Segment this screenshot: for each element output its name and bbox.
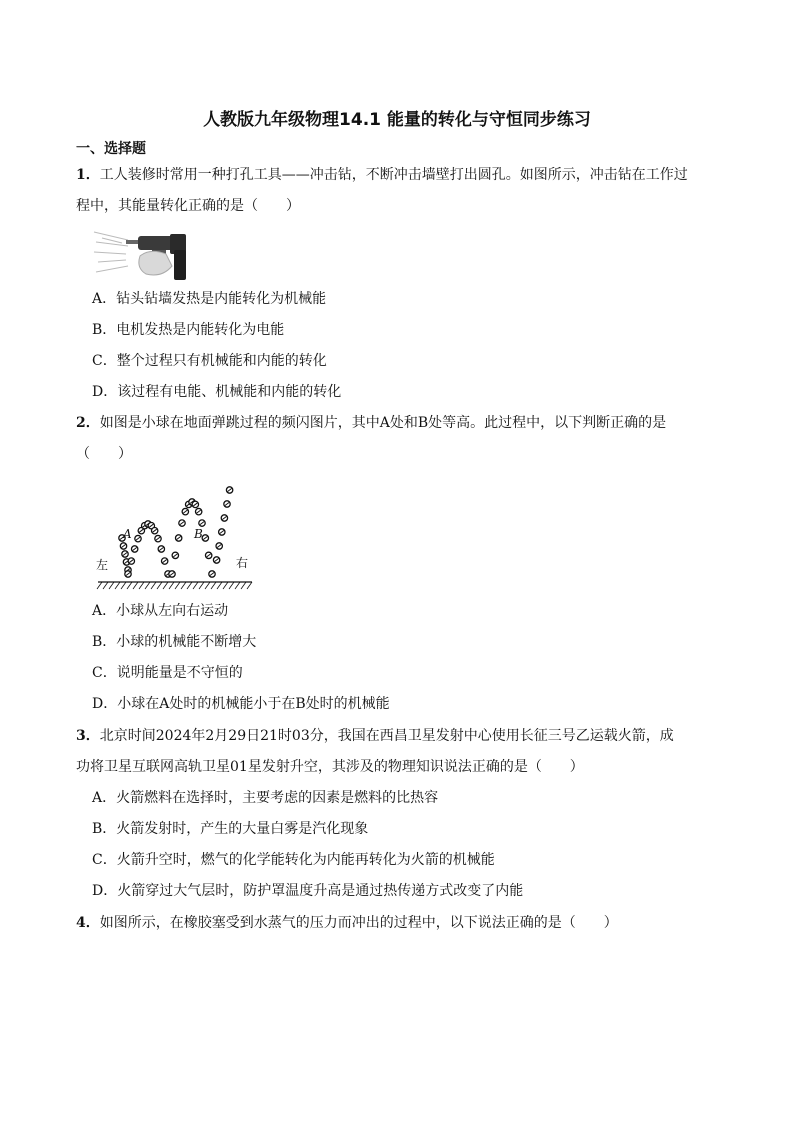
point-b-label: B xyxy=(194,527,203,541)
question-3-text-2: 功将卫星互联网高轨卫星01星发射升空，其涉及的物理知识说法正确的是（ ） xyxy=(76,759,584,775)
question-3-option-b: B．火箭发射时，产生的大量白雾是汽化现象 xyxy=(92,821,369,837)
motion-lines xyxy=(94,232,128,272)
question-2-line-1 xyxy=(76,414,666,432)
question-2-text-2: （ ） xyxy=(76,446,132,462)
question-3-option-a: A．火箭燃料在选择时，主要考虑的因素是燃料的比热容 xyxy=(92,790,439,806)
question-1-option-d: D．该过程有电能、机械能和内能的转化 xyxy=(92,384,342,400)
question-1-option-c: C．整个过程只有机械能和内能的转化 xyxy=(92,353,327,369)
question-3-text-1: 北京时间2024年2月29日21时03分，我国在西昌卫星发射中心使用长征三号乙运载火箭，成 xyxy=(99,728,674,744)
page-title: 人教版九年级物理14.1 能量的转化与守恒同步练习 xyxy=(203,110,591,130)
question-1-option-a: A．钻头钻墙发热是内能转化为机械能 xyxy=(92,291,327,307)
ground-hatching xyxy=(97,582,252,589)
question-2-option-c: C．说明能量是不守恒的 xyxy=(92,665,243,681)
right-label: 右 xyxy=(236,556,249,570)
section-heading: 一、选择题 xyxy=(76,141,146,157)
question-2-option-a: A．小球从左向右运动 xyxy=(92,603,229,619)
question-3-option-d: D．火箭穿过大气层时，防护罩温度升高是通过热传递方式改变了内能 xyxy=(92,883,524,899)
question-2-number: 2． xyxy=(76,415,100,431)
point-a-label: A xyxy=(123,527,132,541)
question-1-text-1: 工人装修时常用一种打孔工具——冲击钻，不断冲击墙壁打出圆孔。如图所示，冲击钻在工作过 xyxy=(99,167,688,183)
question-1-line-1 xyxy=(76,166,688,184)
question-3-line-1 xyxy=(76,727,674,745)
question-4-line-1 xyxy=(76,914,618,932)
question-3-number: 3． xyxy=(76,728,100,744)
impact-drill-image xyxy=(92,226,196,284)
question-1-number: 1． xyxy=(76,167,100,183)
question-4-text-1: 如图所示，在橡胶塞受到水蒸气的压力而冲出的过程中，以下说法正确的是（ ） xyxy=(99,915,618,931)
ball-trajectory xyxy=(119,487,233,577)
question-4-number: 4． xyxy=(76,915,100,931)
question-1-text-2: 程中，其能量转化正确的是（ ） xyxy=(76,198,300,214)
question-3-option-c: C．火箭升空时，燃气的化学能转化为内能再转化为火箭的机械能 xyxy=(92,852,495,868)
question-1-option-b: B．电机发热是内能转化为电能 xyxy=(92,322,285,338)
question-2-text-1: 如图是小球在地面弹跳过程的频闪图片，其中A处和B处等高。此过程中，以下判断正确的是 xyxy=(99,415,667,431)
left-label: 左 xyxy=(96,558,109,572)
question-2-option-d: D．小球在A处时的机械能小于在B处时的机械能 xyxy=(92,696,390,712)
hand-shape xyxy=(139,251,172,275)
question-2-option-b: B．小球的机械能不断增大 xyxy=(92,634,257,650)
bouncing-ball-figure xyxy=(88,470,258,592)
